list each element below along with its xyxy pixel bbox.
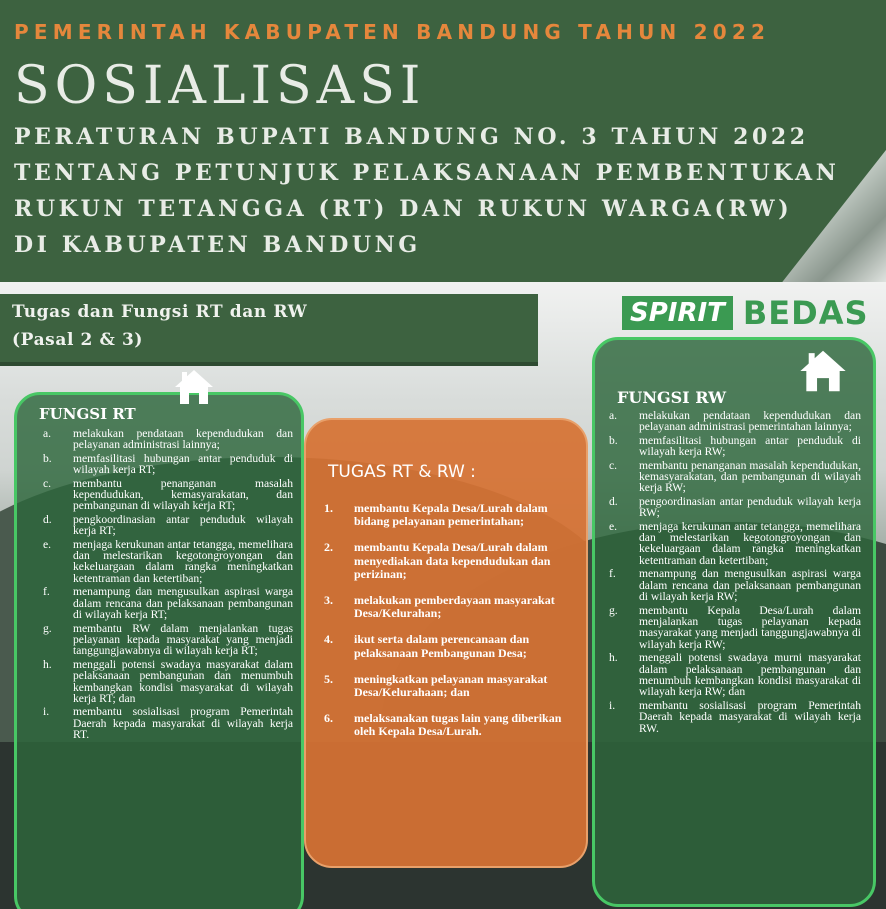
list-item <box>43 659 293 705</box>
list-item-letter: d. <box>43 512 52 526</box>
fungsi-rt-list <box>43 428 293 743</box>
tugas-heading: TUGAS RT & RW : <box>328 462 476 482</box>
header-line-4: DI KABUPATEN BANDUNG <box>14 232 421 258</box>
list-item-text: menampung dan mengusulkan aspirasi warga dalam rencana dan pelaksanaan pembangunan di wilayah kerja RW; <box>639 567 861 604</box>
list-item-letter: e. <box>609 519 618 533</box>
list-item-text: membantu Kepala Desa/Lurah dalam menyediakan data kependudukan dan perizinan; <box>354 540 551 581</box>
list-item-text: membantu penanganan masalah kependudukan, kemasyarakatan, dan pembangunan di wilayah kerja RW; <box>639 458 861 495</box>
list-item-text: menjaga kerukunan antar tetangga, memelihara dan melestarikan kegotongroyongan dan kekeluargaan dalam rangka meningkatkan ketentraman dan ketertiban; <box>639 519 861 567</box>
list-item <box>609 496 861 519</box>
list-item-text: menampung dan mengusulkan aspirasi warga dalam rencana dan pelaksanaan pembangunan di wilayah kerja RT; <box>73 585 293 622</box>
list-item <box>324 502 570 528</box>
list-item-text: membantu penanganan masalah kependudukan, kemasyarakatan, dan pembangunan di wilayah kerja RT; <box>73 476 293 513</box>
list-item <box>324 673 570 699</box>
list-item-letter: i. <box>43 705 50 719</box>
list-item <box>43 514 293 537</box>
list-item-number: 5. <box>324 671 333 686</box>
list-item-number: 3. <box>324 593 333 608</box>
list-item-letter: f. <box>43 585 50 599</box>
list-item-letter: a. <box>43 427 52 440</box>
list-item-text: melakukan pemberdayaan masyarakat Desa/Kelurahan; <box>354 593 555 621</box>
list-item-text: memfasilitasi hubungan antar penduduk di wilayah kerja RT; <box>73 451 293 477</box>
list-item-text: melakukan pendataan kependudukan dan pelayanan administrasi pemerintahan lainnya; <box>639 409 861 434</box>
list-item-letter: b. <box>43 451 52 465</box>
list-item <box>609 568 861 602</box>
list-item <box>43 539 293 585</box>
fungsi-rw-heading: FUNGSI RW <box>617 388 727 407</box>
list-item-text: melakukan pendataan kependudukan dan pelayanan administrasi lainnya; <box>73 427 293 452</box>
list-item <box>609 521 861 567</box>
section-title: Tugas dan Fungsi RT dan RW <box>12 302 308 322</box>
tugas-panel <box>304 418 588 868</box>
list-item-number: 2. <box>324 540 333 555</box>
tugas-list <box>324 502 570 752</box>
list-item <box>324 541 570 581</box>
list-item-letter: a. <box>609 409 618 422</box>
section-title-bar <box>0 294 538 366</box>
list-item-number: 6. <box>324 711 333 726</box>
list-item <box>43 478 293 512</box>
list-item <box>43 706 293 740</box>
list-item-text: menjaga kerukunan antar tetangga, memelihara dan melestarikan kegotongroyongan dan kekeluargaan dalam rangka meningkatkan ketentraman dan ketertiban; <box>73 537 293 585</box>
list-item <box>609 700 861 734</box>
fungsi-rt-panel <box>14 392 304 909</box>
header-title: SOSIALISASI <box>14 56 426 116</box>
list-item <box>609 460 861 494</box>
list-item-number: 4. <box>324 632 333 647</box>
fungsi-rt-heading: FUNGSI RT <box>39 405 136 423</box>
list-item-letter: g. <box>609 603 618 617</box>
list-item-letter: g. <box>43 621 52 635</box>
list-item-text: membantu Kepala Desa/Lurah dalam bidang pelayanan pemerintahan; <box>354 501 548 529</box>
list-item <box>609 410 861 433</box>
list-item <box>43 453 293 476</box>
house-icon <box>173 368 215 406</box>
list-item <box>43 428 293 451</box>
list-item-text: melaksanakan tugas lain yang diberikan oleh Kepala Desa/Lurah. <box>354 711 562 739</box>
list-item-letter: c. <box>43 476 52 490</box>
list-item-letter: c. <box>609 458 618 472</box>
list-item-letter: d. <box>609 494 618 508</box>
list-item <box>609 435 861 458</box>
list-item-number: 1. <box>324 501 333 515</box>
list-item <box>324 594 570 620</box>
list-item-text: membantu RW dalam menjalankan tugas pelayanan kepada masyarakat yang menjadi tanggungjawabnya di wilayah kerja RT; <box>73 621 293 658</box>
list-item <box>324 633 570 659</box>
list-item-text: memfasilitasi hubungan antar penduduk di wilayah kerja RW; <box>639 433 861 459</box>
logo-bedas: BEDAS <box>742 294 869 332</box>
list-item-letter: e. <box>43 537 52 551</box>
header-line-1: PERATURAN BUPATI BANDUNG NO. 3 TAHUN 2022 <box>14 124 809 150</box>
list-item-text: menggali potensi swadaya murni masyarakat dalam pelaksanaan pembangunan dan menumbuh kembangkan kondisi masyarakat di wilayah kerja RW; dan <box>639 651 861 699</box>
fungsi-rw-panel <box>592 337 876 907</box>
list-item-letter: i. <box>609 698 616 712</box>
list-item <box>324 712 570 738</box>
list-item-text: membantu sosialisasi program Pemerintah Daerah kepada masyarakat di wilayah kerja RT. <box>73 705 293 742</box>
list-item-text: membantu sosialisasi program Pemerintah Daerah kepada masyarakat di wilayah kerja RW. <box>639 698 861 735</box>
spirit-bedas-logo <box>622 296 869 330</box>
header-banner <box>0 0 886 282</box>
list-item-letter: b. <box>609 433 618 447</box>
header-line-2: TENTANG PETUNJUK PELAKSANAAN PEMBENTUKAN <box>14 160 840 186</box>
list-item-letter: h. <box>43 657 52 671</box>
list-item <box>43 623 293 657</box>
house-icon <box>798 348 848 394</box>
list-item <box>609 605 861 651</box>
section-subtitle: (Pasal 2 & 3) <box>12 330 144 350</box>
list-item-text: meningkatkan pelayanan masyarakat Desa/Kelurahaan; dan <box>354 671 548 700</box>
list-item-text: membantu Kepala Desa/Lurah dalam menjalankan tugas pelayanan kepada masyarakat yang menjadi tanggungjawabnya di wilayah kerja RW; <box>639 603 861 651</box>
list-item-letter: h. <box>609 651 618 665</box>
list-item-text: ikut serta dalam perencanaan dan pelaksanaan Pembangunan Desa; <box>354 632 530 660</box>
logo-spirit: SPIRIT <box>622 296 733 330</box>
list-item <box>609 652 861 698</box>
list-item-text: menggali potensi swadaya masyarakat dalam pelaksanaan pembangunan dan menumbuh kembangkan kondisi masyarakat di wilayah kerja RT; dan <box>73 657 293 705</box>
list-item-letter: f. <box>609 567 616 581</box>
header-line-3: RUKUN TETANGGA (RT) DAN RUKUN WARGA(RW) <box>14 196 793 222</box>
list-item-text: pengkoordinasian antar penduduk wilayah kerja RT; <box>73 512 293 538</box>
list-item-text: pengoordinasian antar penduduk wilayah kerja RW; <box>639 494 861 520</box>
fungsi-rw-list <box>609 410 861 736</box>
list-item <box>43 586 293 620</box>
header-kicker: PEMERINTAH KABUPATEN BANDUNG TAHUN 2022 <box>14 20 771 44</box>
